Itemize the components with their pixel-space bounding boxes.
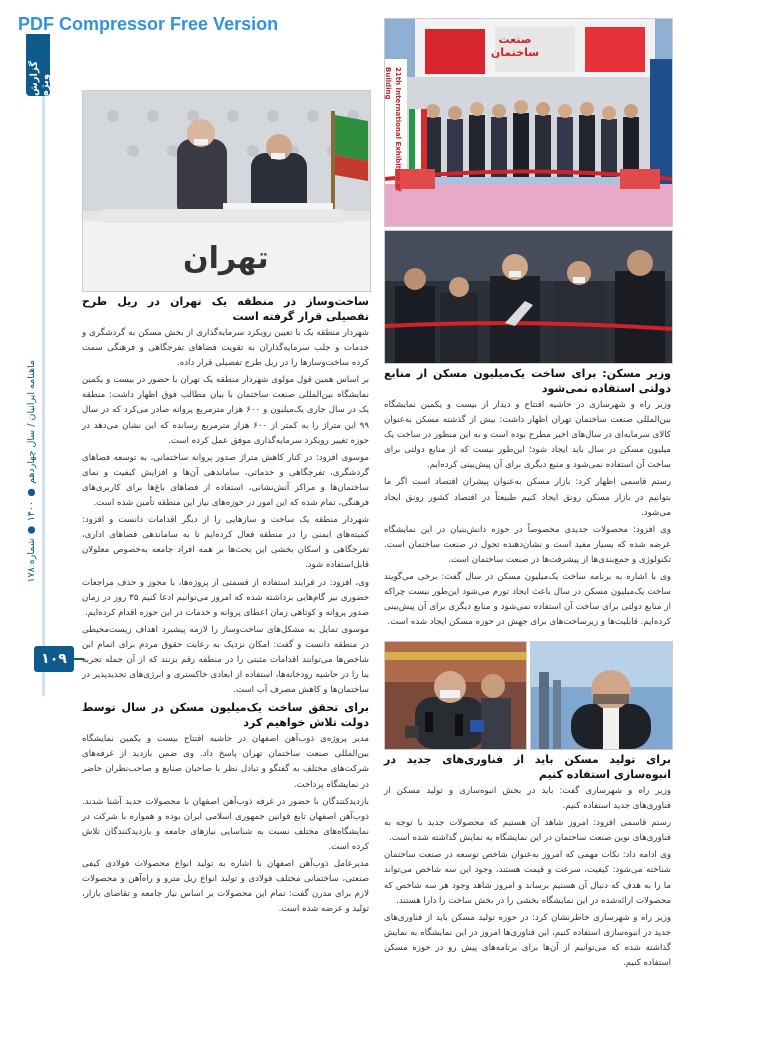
expo-side-banner-text: 21th International Exhibition of Building <box>384 67 402 192</box>
side-divider <box>42 96 45 696</box>
right-paragraph-4: وی با اشاره به برنامه ساخت یک‌میلیون مسکن در سال گفت: برخی می‌گویند ساخت یک‌میلیون مسکن در سال باعث ایجاد تورم می‌شود این‌طور نیست چراکه از منابع دولتی برای ساخت آن استفاده نمی‌شود و منابع دیگری برای آن پیش‌بینی کرده‌ایم. قابلیت‌ها و زیرساخت‌های برای جهش در حوزه مسکن ایجاد شده است. <box>384 572 671 628</box>
expo-ribbon-photo <box>384 18 673 227</box>
right-paragraph-3: وی افزود: محصولات جدیدی مخصوصاً در حوزه دانش‌بنیان در این نمایشگاه عرضه شده که بسیار مفید است و نشان‌دهنده تحول در صنعت ساختمان است. تکنولوژی و جمع‌بندی‌ها از پیشرفت‌ها در صنعت ساختمان است. <box>384 524 671 565</box>
right-column-lower <box>384 752 671 969</box>
minister-ribbon-photo <box>384 230 673 364</box>
right-paragraph-1: وزیر راه و شهرسازی در حاشیه افتتاح و دیدار از بیست و یکمین نمایشگاه بین‌المللی صنعت ساختمان تهران اظهار داشت: بیش از گذشته مسکن به‌عنوان کالای سرمایه‌ای در سال‌های اخیر مطرح بوده است و به این منظور در ساخت یک میلیون مسکن در سال باید ایجاد شود؛ این‌طور نیست که از منابع دولتی برای ساخت آن استفاده نمی‌شود و منبع دیگری برای آن پیش‌بینی کرده‌ایم. <box>384 400 671 471</box>
page-number: ۱۰۹ <box>34 646 74 672</box>
left-paragraph-1: شهردار منطقه یک با تعیین رویکرد سرمایه‌گذاری از بخش مسکن به گردشگری و خدمات و جلب سرمایه‌گذاران به تقویت فضاهای تفرجگاهی و فرهنگی سمت کرده ساخت‌وسازها را در ریل طرح تفصیلی قرار داده. <box>82 328 369 369</box>
section-tab <box>26 34 50 96</box>
section-tab-label: گزارش ویژه <box>29 60 51 96</box>
right-paragraph-2: رستم قاسمی اظهار کرد: بازار مسکن به‌عنوان پیشران اقتصاد است اگر ما بتوانیم در بازار مسکن رونق ایجاد کنیم طبیعتاً در اقتصاد کشور رونق ایجاد می‌شود. <box>384 477 671 518</box>
right-headline-1: وزیر مسکن: برای ساخت یک‌میلیون مسکن از منابع دولتی استفاده نمی‌شود <box>384 367 671 395</box>
left-headline-1: ساخت‌وساز در منطقه یک تهران در ریل طرح تفصیلی قرار گرفته است <box>82 295 369 323</box>
left-paragraph-4: شهردار منطقه یک ساخت و سازهایی را از دیگر اقدامات دانست و افزود: کمیته‌های ایمنی را در منطقه فعال کرده‌ایم تا به ساماندهی فضاهای اداری، تفرجگاهی و اسکان بخشی این بحث‌ها بر همه افراد جامعه به‌خصوص معلولان قابل‌استفاده شود. <box>82 515 369 571</box>
minister-portrait-photo <box>530 641 673 750</box>
left-column <box>82 294 369 944</box>
right-column-upper <box>384 366 671 638</box>
left-paragraph-9: مدیرعامل ذوب‌آهن اصفهان با اشاره به تولید انواع محصولات فولادی کیفی صنعتی، ساختمانی مختلف فولادی و تولید انواع ریل مترو و راه‌آهن و محصولات لازم برای مدرن گفت: تمام این محصولات بر اساس نیاز جامعه و تقاضای بازار، تولید و عرضه شده است. <box>82 859 369 915</box>
left-paragraph-6: موسوی تمایل به مشکل‌های ساخت‌وساز را لازمه پیشبرد اهداف زیست‌محیطی در منطقه دانست و گفت: امکان نزدیک به رعایت حقوق مردم برای اتمام این شاخص‌ها می‌توانند اقدامات مثبتی را در منطقه رقم بزنند که از آن جمله تجربه بنا را در حاشیه رودخانه‌ها، استفاده از ابعادی خاکستری و انرژی‌های تجدیدپذیر در ساختمان‌ها و کاهش مصرف آب است. <box>82 624 369 696</box>
left-paragraph-7: مدیر پروژه‌ی ذوب‌آهن اصفهان در حاشیه افتتاح بیست و یکمین نمایشگاه بین‌المللی صنعت ساختمان تهران پاسخ داد. وی ضمن بازدید از غرفه‌های شرکت‌های مختلف به گفتگو و تبادل نظر با صاحبان صنایع و صاحب‌نظران حاضر در نمایشگاه پرداخت. <box>82 734 369 790</box>
left-paragraph-5: وی، افزود: در فرایند استفاده از قسمتی از پروژه‌ها، با مجوز و حذف مراجعات حضوری نیز گام‌هایی برداشته شده که امروز می‌توانیم ادعا کنیم ۳۵ روز در زمان صدور پروانه و کوتاهی زمان اعطای پروانه و خدمات در این حوزه اقدام کرده‌ایم. <box>82 577 370 618</box>
left-paragraph-8: بازدیدکنندگان با حضور در غرفه ذوب‌آهن اصفهان با محصولات جدید آشنا شدند. ذوب‌آهن اصفهان تابع قوانین جمهوری اسلامی ایران بوده و همواره با شرکت در نمایشگاه‌های مختلف نسبت به شناسایی نیازهای جامعه و بازدیدکنندگان تلاش کرده است. <box>82 796 369 852</box>
right-paragraph-7: وی ادامه داد: نکات مهمی که امروز به‌عنوان شاخص توسعه در صنعت ساختمان شناخته می‌شود: کیفیت، سرعت و قیمت هستند، وجود این سه شاخص می‌تواند ما را به هدف که دنبال آن هستیم برساند و امروز شاهد وجود هر سه شاخص که محصولات ارائه‌شده در این نمایشگاه بخشی را در بخش ساخت را دارا هستند. <box>384 850 671 906</box>
right-paragraph-6: رستم قاسمی افزود: امروز شاهد آن هستیم که محصولات جدید با توجه به فناوری‌های نوین صنعت ساختمان در این نمایشگاه به نمایش گذاشته شده است. <box>384 818 671 844</box>
left-headline-2: برای تحقق ساخت یک‌میلیون مسکن در سال توسط دولت تلاش خواهیم کرد <box>82 701 369 730</box>
minister-press-photo <box>384 641 527 750</box>
expo-banner-text: صنعت ساختمان <box>490 33 540 59</box>
right-paragraph-5: وزیر راه و شهرسازی گفت: باید در بخش انبوه‌سازی و تولید مسکن از فناوری‌های جدید استفاده کنیم. <box>384 786 671 812</box>
tehran-board-text: تهران <box>183 241 269 276</box>
pdf-watermark: PDF Compressor Free Version <box>18 14 279 34</box>
left-paragraph-2: بر اساس همین قول مولوی شهردار منطقه یک تهران با حضور در بیست و یکمین نمایشگاه بین‌المللی صنعت ساختمان با بیان مطالب فوق اظهار داشت: منطقه یک در سال جاری یک‌میلیون و ۶۰۰ هزار مترمربع پروانه صادر می‌کرد که در سال ۹۹ این متراژ را به کمتر از ۶۰۰ هزار مترمربع رسانده که این نشان می‌دهد در حوزه تغییر رویکرد سرمایه‌گذاری موفق عمل کرده است. <box>82 375 369 446</box>
magazine-issue-label: ماهنامه ایرانیان / سال چهاردهم ● ۱۴۰۰ ● شماره ۱۷۸ <box>26 360 37 583</box>
right-headline-2: برای تولید مسکن باید از فناوری‌های جدید در انبوه‌سازی استفاده کنیم <box>384 753 671 781</box>
signing-ceremony-photo <box>82 90 371 292</box>
right-paragraph-8: وزیر راه و شهرسازی خاطرنشان کرد: در حوزه تولید مسکن باید از فناوری‌های جدید در انبوه‌سازی استفاده کنیم، این فناوری‌ها امروز در این نمایشگاه به نمایش گذاشته شده که می‌توانیم از آن‌ها برای برنامه‌های پیش رو در حوزه مسکن استفاده کنیم. <box>384 912 671 969</box>
left-paragraph-3: موسوی افزود: در کنار کاهش متراژ صدور پروانه ساختمانی، به توسعه فضاهای گردشگری، تفرجگاهی و خدماتی، ساماندهی آن‌ها و افزایش کیفیت و نمای ساختمان‌ها و مراکز آتش‌نشانی، استفاده از فضاهای باغ‌ها برای کاربری‌های فرهنگی، تمام شده که این امور در حوزه‌های نیاز این منطقه تأمین شده است. <box>82 452 369 509</box>
